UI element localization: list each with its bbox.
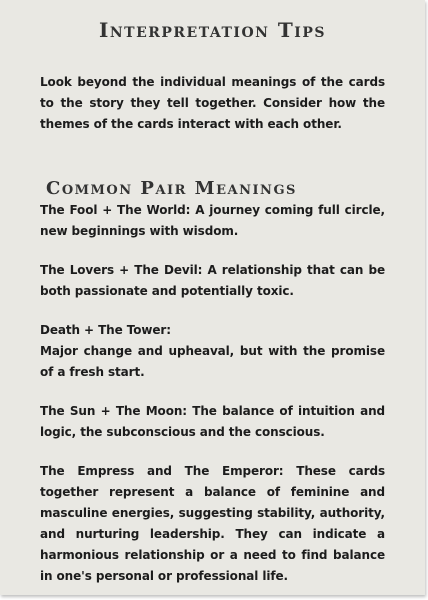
pair-sun-moon: The Sun + The Moon: The balance of intuition and logic, the subconscious and the conscious. bbox=[40, 404, 385, 439]
pair-list bbox=[40, 200, 385, 587]
section-heading: Common Pair Meanings bbox=[46, 178, 297, 199]
pair-fool-world: The Fool + The World: A journey coming full circle, new beginnings with wisdom. bbox=[40, 203, 385, 238]
pair-lovers-devil: The Lovers + The Devil: A relationship that can be both passionate and potentially toxic. bbox=[40, 263, 385, 298]
pair-empress-emperor: The Empress and The Emperor: These cards together represent a balance of feminine and masculine energies, suggesting stability, authority, and nurturing leadership. They can indicate a harmonious relationship or a need to find balance in one's personal or professional life. bbox=[40, 464, 385, 583]
page-title: Interpretation Tips bbox=[99, 18, 326, 42]
pair-death-tower bbox=[40, 320, 385, 383]
intro-paragraph: Look beyond the individual meanings of the cards to the story they tell together. Consider how the themes of the cards interact with each other. bbox=[40, 75, 385, 131]
pair-description: Major change and upheaval, but with the promise of a fresh start. bbox=[40, 344, 385, 379]
pair-title: Death + The Tower: bbox=[40, 323, 171, 337]
